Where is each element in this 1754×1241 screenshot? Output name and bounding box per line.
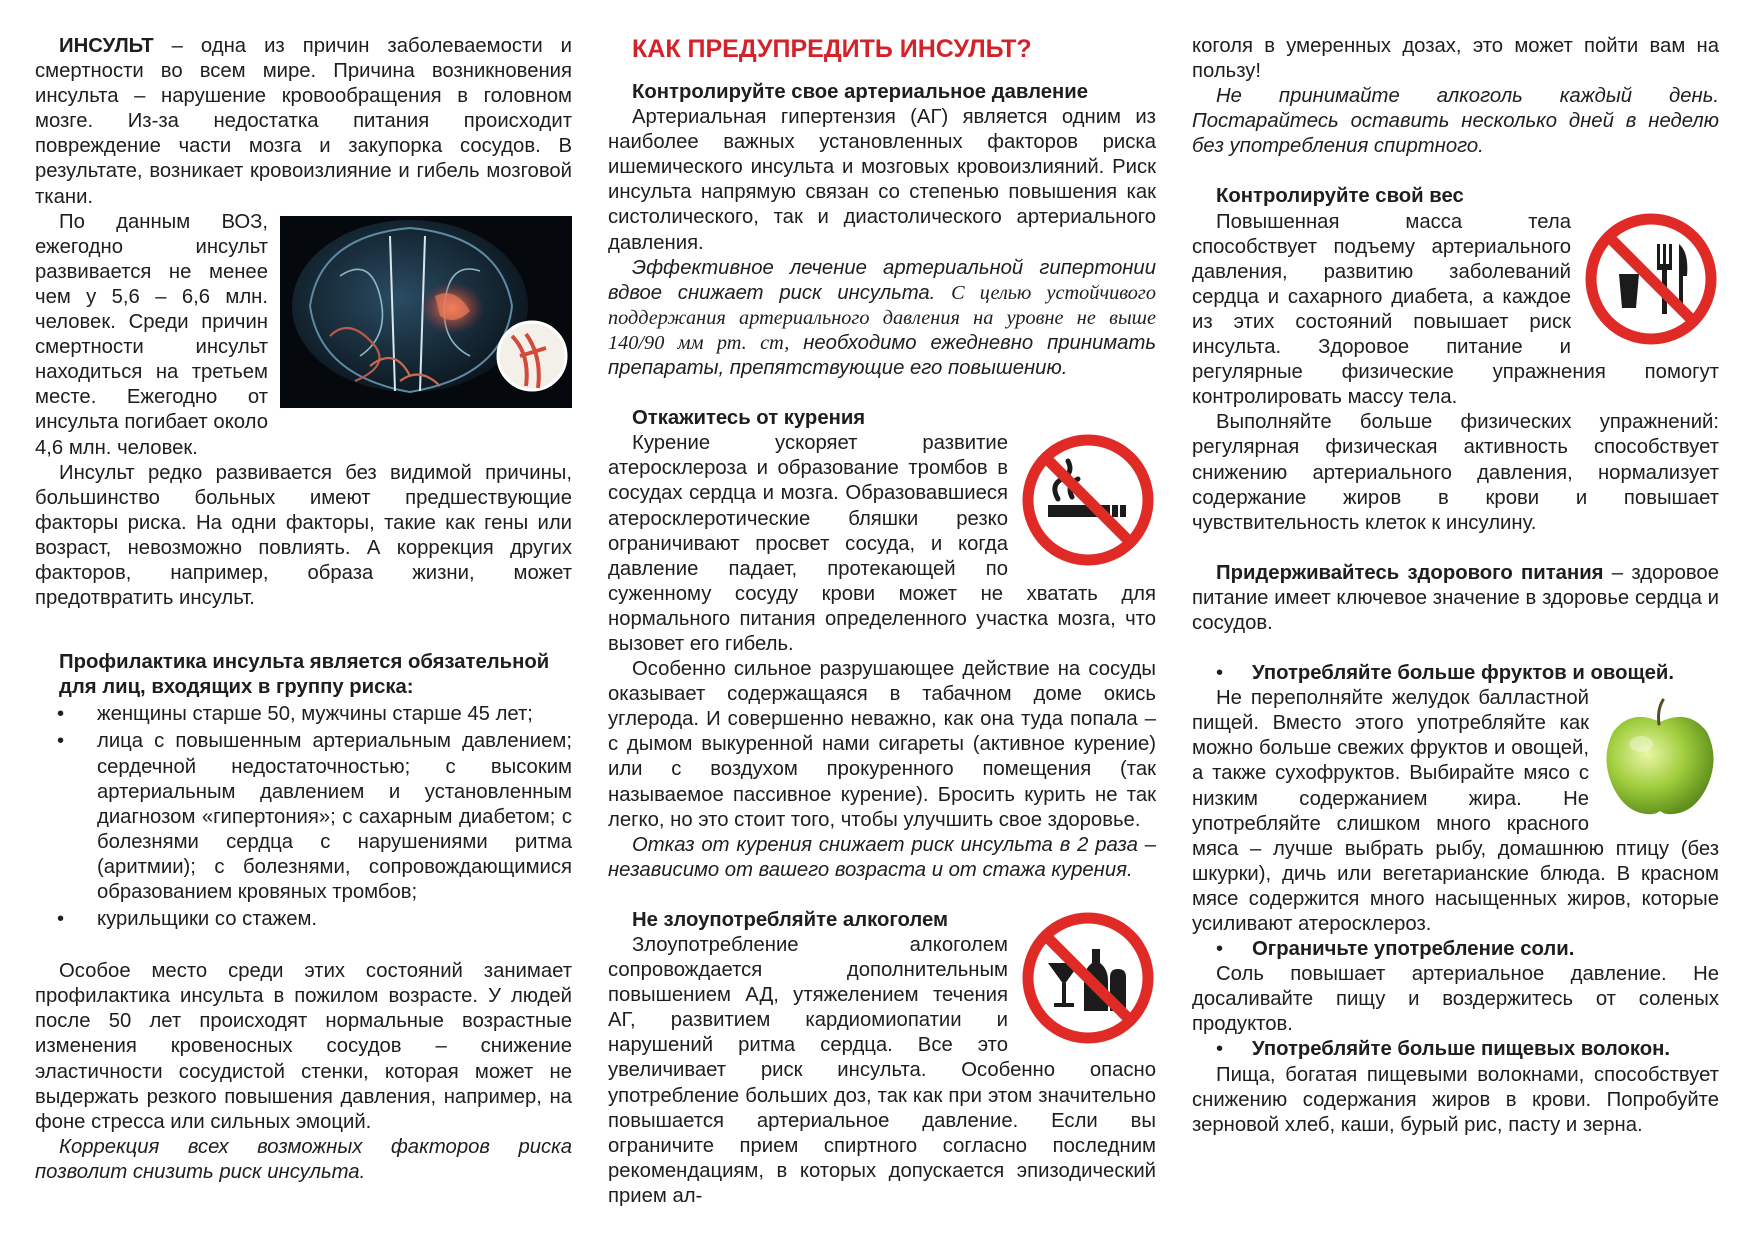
intro-text: – одна из причин заболеваемости и смертности во всем мире. Причина возникновения инсульта – нарушение кровообращения в головном мозге. Из-за недостатка питания происходит повреждение части мозга и закупорка сосудов. В результате, возникает кровоизлияние и гибель мозговой ткани. [35,35,572,208]
bullet: • [57,703,65,726]
list-item [35,907,572,932]
alcohol-continued: коголя в умеренных дозах, это может пойти вам на пользу! [1192,35,1719,83]
intro-paragraph [35,34,572,210]
diet-paragraph [1192,561,1719,636]
prevention-heading: Профилактика инсульта является обязательной для лиц, входящих в группу риска: [59,651,550,699]
bp-text: Артериальная гипертензия (АГ) является одним из наиболее важных установленных факторов риска ишемического инсульта и мозговых кровоизлияний. Риск инсульта напрямую связан со степенью повышения как систолического, так и диастолического артериального давления. [608,106,1156,254]
page-title: КАК ПРЕДУПРЕДИТЬ ИНСУЛЬТ? [632,35,1032,63]
risk-group-text: лица с повышенным артериальным давлением; сердечной недостаточностью; с высоким артериальным давлением и установленным диагнозом «гипертония»; с сахарным диабетом; с болезнями сердца с нарушениями ритма (аритмии); с болезнями, сопровождающимися образованием кровяных тромбов; [97,730,572,903]
fruit-heading-text: Употребляйте больше фруктов и овощей. [1252,662,1674,685]
column-right [1192,34,1719,1138]
risk-group-list [35,702,572,932]
fiber-heading [1192,1037,1719,1062]
bp-italic-c: необходимо ежедневно принимать препараты, препятствующие его повышению. [608,331,1157,380]
spacer [35,636,572,650]
salt-text: Соль повышает артериальное давление. Не досаливайте пищу и воздержитесь от соленых продуктов. [1192,963,1719,1036]
fiber-text: Пища, богатая пищевыми волокнами, способствует снижению содержания жиров в крови. Попробуйте зерновой хлеб, каши, бурый рис, пасту и зерна. [1192,1063,1719,1136]
alcohol-text: Злоупотребление алкоголем сопровождается дополнительным повышением АД, утяжелением течения АГ, развитием кардиомиопатии и нарушений ритма сердца. Все это увеличивает риск инсульта. Особенно опасно употребление больших доз, так как при этом значительно повышается артериальное давление. Если вы ограничите прием спиртного согласно последним рекомендациям, в которых допускается эпизодический прием ал- [608,934,1156,1207]
diet-text: – здоровое питание имеет ключевое значение в здоровье сердца и сосудов. [1192,561,1719,634]
risk-factors: Инсульт редко развивается без видимой причины, большинство больных имеют предшествующие факторы риска. На одни факторы, такие как гены или возраст, невозможно повлиять. А коррекция других факторов, например, образа жизни, может предотвратить инсульт. [35,461,572,610]
weight-heading: Контролируйте свой вес [1216,185,1464,208]
fiber-heading-text: Употребляйте больше пищевых волокон. [1252,1038,1671,1061]
bullet: • [57,730,65,753]
bp-italic-b: С целью устойчивого поддержания артериального давления на уровне не выше 140/90 мм рт. ст, [608,281,1156,354]
spacer [1192,536,1719,561]
salt-heading [1192,937,1719,962]
no-alcohol-icon [1020,911,1156,1045]
no-food-icon [1583,212,1719,346]
alcohol-italic: Не принимайте алкоголь каждый день. Постарайтесь оставить несколько дней в неделю без употребления спиртного. [1192,85,1719,158]
green-apple-image [1601,694,1719,820]
smoke-heading: Откажитесь от курения [632,407,866,430]
exercise-text: Выполняйте больше физических упражнений: регулярная физическая активность способствует снижению артериального давления, нормализует содержание жиров в крови и повышает чувствительность клеток к инсулину. [1192,411,1719,534]
alcohol-heading: Не злоупотребляйте алкоголем [632,908,949,931]
bp-heading: Контролируйте свое артериальное давление [632,81,1088,103]
correction-note: Коррекция всех возможных факторов риска позволит снизить риск инсульта. [35,1135,572,1183]
bullet: • [57,908,65,931]
bullet: • [1216,1038,1224,1061]
smoke-italic: Отказ от курения снижает риск инсульта в 2 раза – независимо от вашего возраста и от стажа курения. [608,833,1156,881]
no-smoking-icon [1020,433,1156,567]
spacer [35,934,572,959]
risk-group-text: курильщики со стажем. [97,908,318,931]
spacer [35,611,572,636]
elderly-paragraph: Особое место среди этих состояний занимает профилактика инсульта в пожилом возрасте. У людей после 50 лет происходят нормальные возрастные изменения кровеносных сосудов – снижение эластичности сосудистой стенки, которая может не выдержать резкого повышения давления, например, на фоне стресса или сильных эмоций. [35,960,572,1133]
fruit-text: Не переполняйте желудок балластной пищей. Вместо этого употребляйте как можно больше свежих фруктов и овощей, а также сухофруктов. Выбирайте мясо с низким содержанием жира. Не употребляйте слишком много красного мяса – лучше выбрать рыбу, домашнюю птицу (без шкурки), дичь или вегетарианские блюда. В красном мясе содержится много насыщенных жиров, которые усиливают атеросклероз. [1192,687,1719,935]
bp-italic [608,256,1156,381]
bp-italic-a: Эффективное лечение артериальной гипертонии вдвое снижает риск инсульта. [608,256,1156,304]
list-item [35,729,572,905]
who-stats: По данным ВОЗ, ежегодно инсульт развивается не менее чем у 5,6 – 6,6 млн. человек. Среди причин смертности инсульт находиться на третьем месте. Ежегодно от инсульта погибает около 4,6 млн. человек. [35,210,268,459]
bullet: • [1216,938,1224,961]
spacer [608,883,1156,908]
diet-heading: Придерживайтесь здорового питания [1216,561,1604,584]
weight-text: Повышенная масса тела способствует подъему артериального давления, развитию заболеваний сердца и сахарного диабета, а каждое из этих состояний повышает риск инсульта. Здоровое питание и регулярные физические упражнения помогут контролировать массу тела. [1192,210,1719,409]
fruit-heading [1192,661,1719,686]
spacer [1192,636,1719,661]
bullet: • [1216,662,1224,685]
salt-heading-text: Ограничьте употребление соли. [1252,938,1575,961]
spacer [1192,159,1719,184]
spacer [608,381,1156,406]
brain-scan-image [280,216,572,408]
column-left [35,34,572,1185]
smoke-text: Курение ускоряет развитие атеросклероза и образование тромбов в сосудах сердца и мозга. Образовавшиеся атеросклеротические бляшки резко ограничивают просвет сосуда, и когда давление падает, протекающей по суженному сосуду крови может не хватать для нормального питания определенного участка мозга, что вызовет его гибель. [608,432,1156,655]
risk-group-text: женщины старше 50, мужчины старше 45 лет; [97,703,533,726]
list-item [35,702,572,727]
smoke-text-2: Особенно сильное разрушающее действие на сосуды оказывает содержащаяся в табачном доме окись углерода. И совершенно неважно, как она туда попала – с дымом выкуренной нами сигареты (активное курение) или с воздухом прокуренного помещения (так называемое пассивное курение). Бросить курить не так легко, но это стоит того, чтобы улучшить свое здоровье. [608,658,1156,831]
column-middle [608,34,1156,1209]
intro-term: ИНСУЛЬТ [59,35,154,57]
